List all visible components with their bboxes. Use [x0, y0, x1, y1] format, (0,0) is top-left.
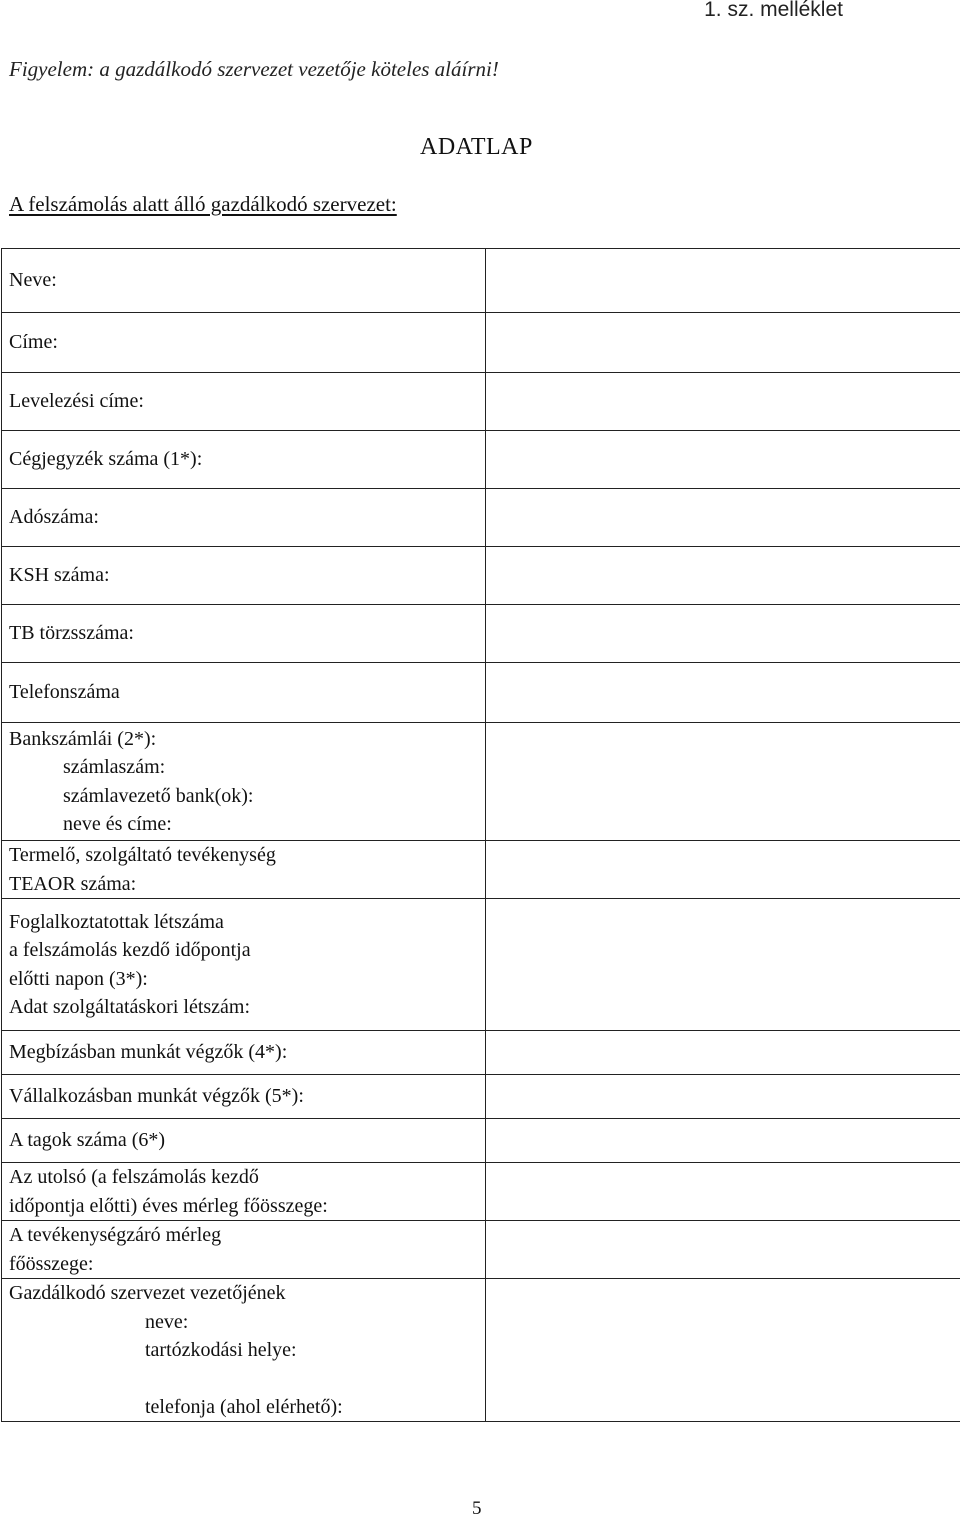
- label-vezeto-heading: Gazdálkodó szervezet vezetőjének: [9, 1279, 485, 1308]
- section-subtitle: A felszámolás alatt álló gazdálkodó szervezet:: [9, 192, 397, 217]
- label-cime: Címe:: [2, 313, 486, 373]
- label-teaor-block: [2, 841, 486, 899]
- field-zaro-merleg[interactable]: [486, 1221, 960, 1279]
- annex-label: 1. sz. melléklet: [704, 0, 843, 22]
- label-merleg-block: [2, 1163, 486, 1221]
- row-adoszama: [2, 489, 960, 547]
- page-title: ADATLAP: [420, 134, 533, 161]
- field-levelezesi-cime[interactable]: [486, 373, 960, 431]
- spacer: [9, 1365, 485, 1393]
- row-teaor: [2, 841, 960, 899]
- row-levelezesi-cime: [2, 373, 960, 431]
- label-bank-neve-cime: neve és címe:: [9, 810, 485, 839]
- label-vezeto-telefonja: telefonja (ahol elérhető):: [9, 1393, 485, 1422]
- field-merleg[interactable]: [486, 1163, 960, 1221]
- row-cime: [2, 313, 960, 373]
- row-tb: [2, 605, 960, 663]
- row-neve: [2, 249, 960, 313]
- field-vallalkozas[interactable]: [486, 1075, 960, 1119]
- row-bankszamla: [2, 723, 960, 841]
- label-bankszamla: Bankszámlái (2*):: [9, 725, 485, 754]
- field-teaor[interactable]: [486, 841, 960, 899]
- row-megbizas: [2, 1031, 960, 1075]
- row-zaro-merleg: [2, 1221, 960, 1279]
- field-cime[interactable]: [486, 313, 960, 373]
- row-vezeto: [2, 1279, 960, 1422]
- label-cegjegyzek: Cégjegyzék száma (1*):: [2, 431, 486, 489]
- label-szamlaszam: számlaszám:: [9, 753, 485, 782]
- data-sheet-table: [1, 248, 960, 1422]
- row-tagok: [2, 1119, 960, 1163]
- label-bankszamla-block: [2, 723, 486, 841]
- field-ksh[interactable]: [486, 547, 960, 605]
- label-letszam-block: [2, 899, 486, 1031]
- label-adoszama: Adószáma:: [2, 489, 486, 547]
- field-telefon[interactable]: [486, 663, 960, 723]
- field-letszam[interactable]: [486, 899, 960, 1031]
- field-megbizas[interactable]: [486, 1031, 960, 1075]
- label-szamlavezeto: számlavezető bank(ok):: [9, 782, 485, 811]
- label-neve: Neve:: [2, 249, 486, 313]
- label-teaor-line2: TEAOR száma:: [9, 870, 485, 899]
- label-merleg-line1: Az utolsó (a felszámolás kezdő: [9, 1163, 485, 1192]
- label-ksh: KSH száma:: [2, 547, 486, 605]
- label-vezeto-block: [2, 1279, 486, 1422]
- label-teaor-line1: Termelő, szolgáltató tevékenység: [9, 841, 485, 870]
- signature-warning: Figyelem: a gazdálkodó szervezet vezetője köteles aláírni!: [9, 57, 499, 82]
- field-bankszamla[interactable]: [486, 723, 960, 841]
- row-merleg: [2, 1163, 960, 1221]
- field-cegjegyzek[interactable]: [486, 431, 960, 489]
- field-neve[interactable]: [486, 249, 960, 313]
- label-tagok: A tagok száma (6*): [2, 1119, 486, 1163]
- field-adoszama[interactable]: [486, 489, 960, 547]
- label-vallalkozas: Vállalkozásban munkát végzők (5*):: [2, 1075, 486, 1119]
- label-letszam-line2: a felszámolás kezdő időpontja: [9, 936, 485, 965]
- row-cegjegyzek: [2, 431, 960, 489]
- label-tb: TB törzsszáma:: [2, 605, 486, 663]
- page-number: 5: [472, 1498, 482, 1520]
- label-letszam-line4: Adat szolgáltatáskori létszám:: [9, 993, 485, 1022]
- label-levelezesi-cime: Levelezési címe:: [2, 373, 486, 431]
- label-letszam-line1: Foglalkoztatottak létszáma: [9, 908, 485, 937]
- field-tb[interactable]: [486, 605, 960, 663]
- field-vezeto[interactable]: [486, 1279, 960, 1422]
- label-letszam-line3: előtti napon (3*):: [9, 965, 485, 994]
- row-letszam: [2, 899, 960, 1031]
- label-zaro-line2: főösszege:: [9, 1250, 485, 1279]
- label-vezeto-tartozkodas: tartózkodási helye:: [9, 1336, 485, 1365]
- row-ksh: [2, 547, 960, 605]
- field-tagok[interactable]: [486, 1119, 960, 1163]
- label-vezeto-neve: neve:: [9, 1308, 485, 1337]
- row-telefon: [2, 663, 960, 723]
- label-zaro-line1: A tevékenységzáró mérleg: [9, 1221, 485, 1250]
- label-megbizas: Megbízásban munkát végzők (4*):: [2, 1031, 486, 1075]
- label-zaro-block: [2, 1221, 486, 1279]
- label-telefon: Telefonszáma: [2, 663, 486, 723]
- row-vallalkozas: [2, 1075, 960, 1119]
- label-merleg-line2: időpontja előtti) éves mérleg főösszege:: [9, 1192, 485, 1221]
